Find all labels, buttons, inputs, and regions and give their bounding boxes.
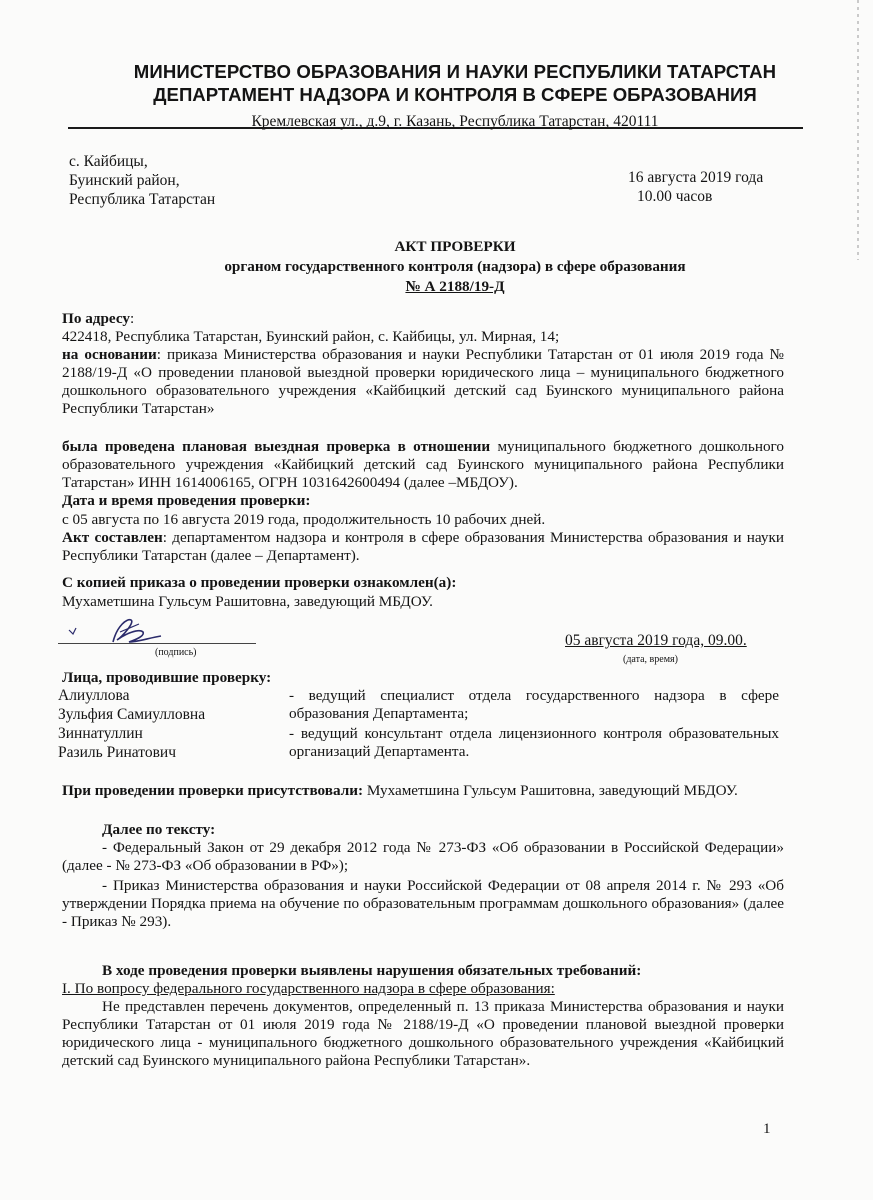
scan-edge-mark (855, 0, 861, 260)
basis-paragraph (62, 346, 784, 418)
period-label: Дата и время проведения проверки: (62, 492, 311, 509)
department-title: ДЕПАРТАМЕНТ НАДЗОРА И КОНТРОЛЯ В СФЕРЕ ОБРАЗОВАНИЯ (153, 84, 757, 105)
present-paragraph (62, 782, 784, 800)
act-subtitle: органом государственного контроля (надзора) в сфере образования (224, 258, 686, 275)
act-number (60, 278, 850, 296)
act-number-text: № А 2188/19-Д (405, 278, 505, 295)
signature-date: 05 августа 2019 года, 09.00. (565, 632, 747, 649)
address-colon: : (130, 310, 135, 327)
act-title: АКТ ПРОВЕРКИ (394, 238, 516, 255)
violations-text: Не представлен перечень документов, определенный п. 13 приказа Министерства образования и науки Республики Татарстан от 01 июля 2019 года № 2188/19-Д «О проведении плановой выездной проверки юридического лица - муниципального бюджетного дошкольного образовательного учреждения «Кайбицкий детский сад Буинского муниципального района Республики Татарстан». (62, 998, 784, 1069)
inspector-name: Зульфия Самиулловна (58, 706, 206, 723)
basis-label: на основании (62, 346, 157, 363)
basis-text: : приказа Министерства образования и науки Республики Татарстан от 01 июля 2019 года № 2188/19-Д «О проведении плановой выездной проверки юридического лица – муниципального бюджетного дошкольного образовательного учреждения «Кайбицкий детский сад Буинского муниципального района Республики Татарстан» (62, 346, 784, 417)
violations-heading: В ходе проведения проверки выявлены нарушения обязательных требований: (102, 962, 642, 979)
ministry-title: МИНИСТЕРСТВО ОБРАЗОВАНИЯ И НАУКИ РЕСПУБЛИКИ ТАТАРСТАН (133, 61, 777, 82)
place-line: с. Кайбицы, (69, 153, 148, 170)
reference-item: - Федеральный Закон от 29 декабря 2012 года № 273-ФЗ «Об образовании в Российской Федерации» (далее - № 273-ФЗ «Об образовании в РФ»); (62, 839, 784, 874)
signature-caption: (подпись) (155, 647, 197, 658)
violations-section: I. По вопросу федерального государственного надзора в сфере образования: (62, 980, 555, 997)
present-label: При проведении проверки присутствовали: (62, 782, 364, 799)
page-number: 1 (763, 1121, 771, 1137)
address-label: По адресу (62, 310, 130, 327)
inspector-name: Алиуллова (58, 687, 130, 704)
reference-item: - Приказ Министерства образования и науки Российской Федерации от 08 апреля 2014 г. № 293 «Об утверждении Порядка приема на обучение по образовательным программам дошкольного образования» (далее - Приказ № 293). (62, 877, 784, 930)
familiarized-value: Мухаметшина Гульсум Рашитовна, заведующий МБДОУ. (62, 593, 433, 610)
place-line: Республика Татарстан (69, 191, 216, 208)
references-label: Далее по тексту: (102, 821, 216, 838)
address-value: 422418, Республика Татарстан, Буинский район, с. Кайбицы, ул. Мирная, 14; (62, 328, 560, 345)
present-text: Мухаметшина Гульсум Рашитовна, заведующий МБДОУ. (363, 782, 738, 799)
act-datetime (628, 168, 798, 206)
inspector-name: Зиннатуллин (58, 725, 143, 742)
address-label-line (62, 310, 784, 328)
act-date: 16 августа 2019 года (628, 169, 764, 186)
inspector-name: Разиль Ринатович (58, 744, 177, 761)
inspectors-label: Лица, проводившие проверку: (62, 669, 272, 686)
signature-date-caption: (дата, время) (623, 654, 678, 665)
place-line: Буинский район, (69, 172, 180, 189)
inspection-label: была проведена плановая выездная проверка в отношении (62, 438, 491, 455)
ministry-address: Кремлевская ул., д.9, г. Казань, Республика Татарстан, 420111 (251, 113, 659, 130)
inspection-paragraph (62, 438, 784, 492)
place-block (69, 152, 329, 209)
familiarized-label: С копией приказа о проведении проверки ознакомлен(а): (62, 574, 457, 591)
compiled-text: : департаментом надзора и контроля в сфере образования Министерства образования и науки Республики Татарстан (далее – Департамент). (62, 529, 784, 564)
compiled-label: Акт составлен (62, 529, 163, 546)
act-time: 10.00 часов (637, 188, 713, 205)
inspector-role: - ведущий консультант отдела лицензионного контроля образовательных организаций Департамента. (289, 725, 779, 760)
period-value: с 05 августа по 16 августа 2019 года, продолжительность 10 рабочих дней. (62, 511, 546, 528)
header-divider (68, 127, 803, 129)
compiled-paragraph (62, 529, 784, 565)
inspection-text: муниципального бюджетного дошкольного образовательного учреждения «Кайбицкий детский сад Буинского муниципального района Республики Татарстан» ИНН 1614006165, ОГРН 1031642600494 (далее –МБДОУ). (62, 438, 784, 491)
inspector-role: - ведущий специалист отдела государственного надзора в сфере образования Департамента; (289, 687, 779, 722)
